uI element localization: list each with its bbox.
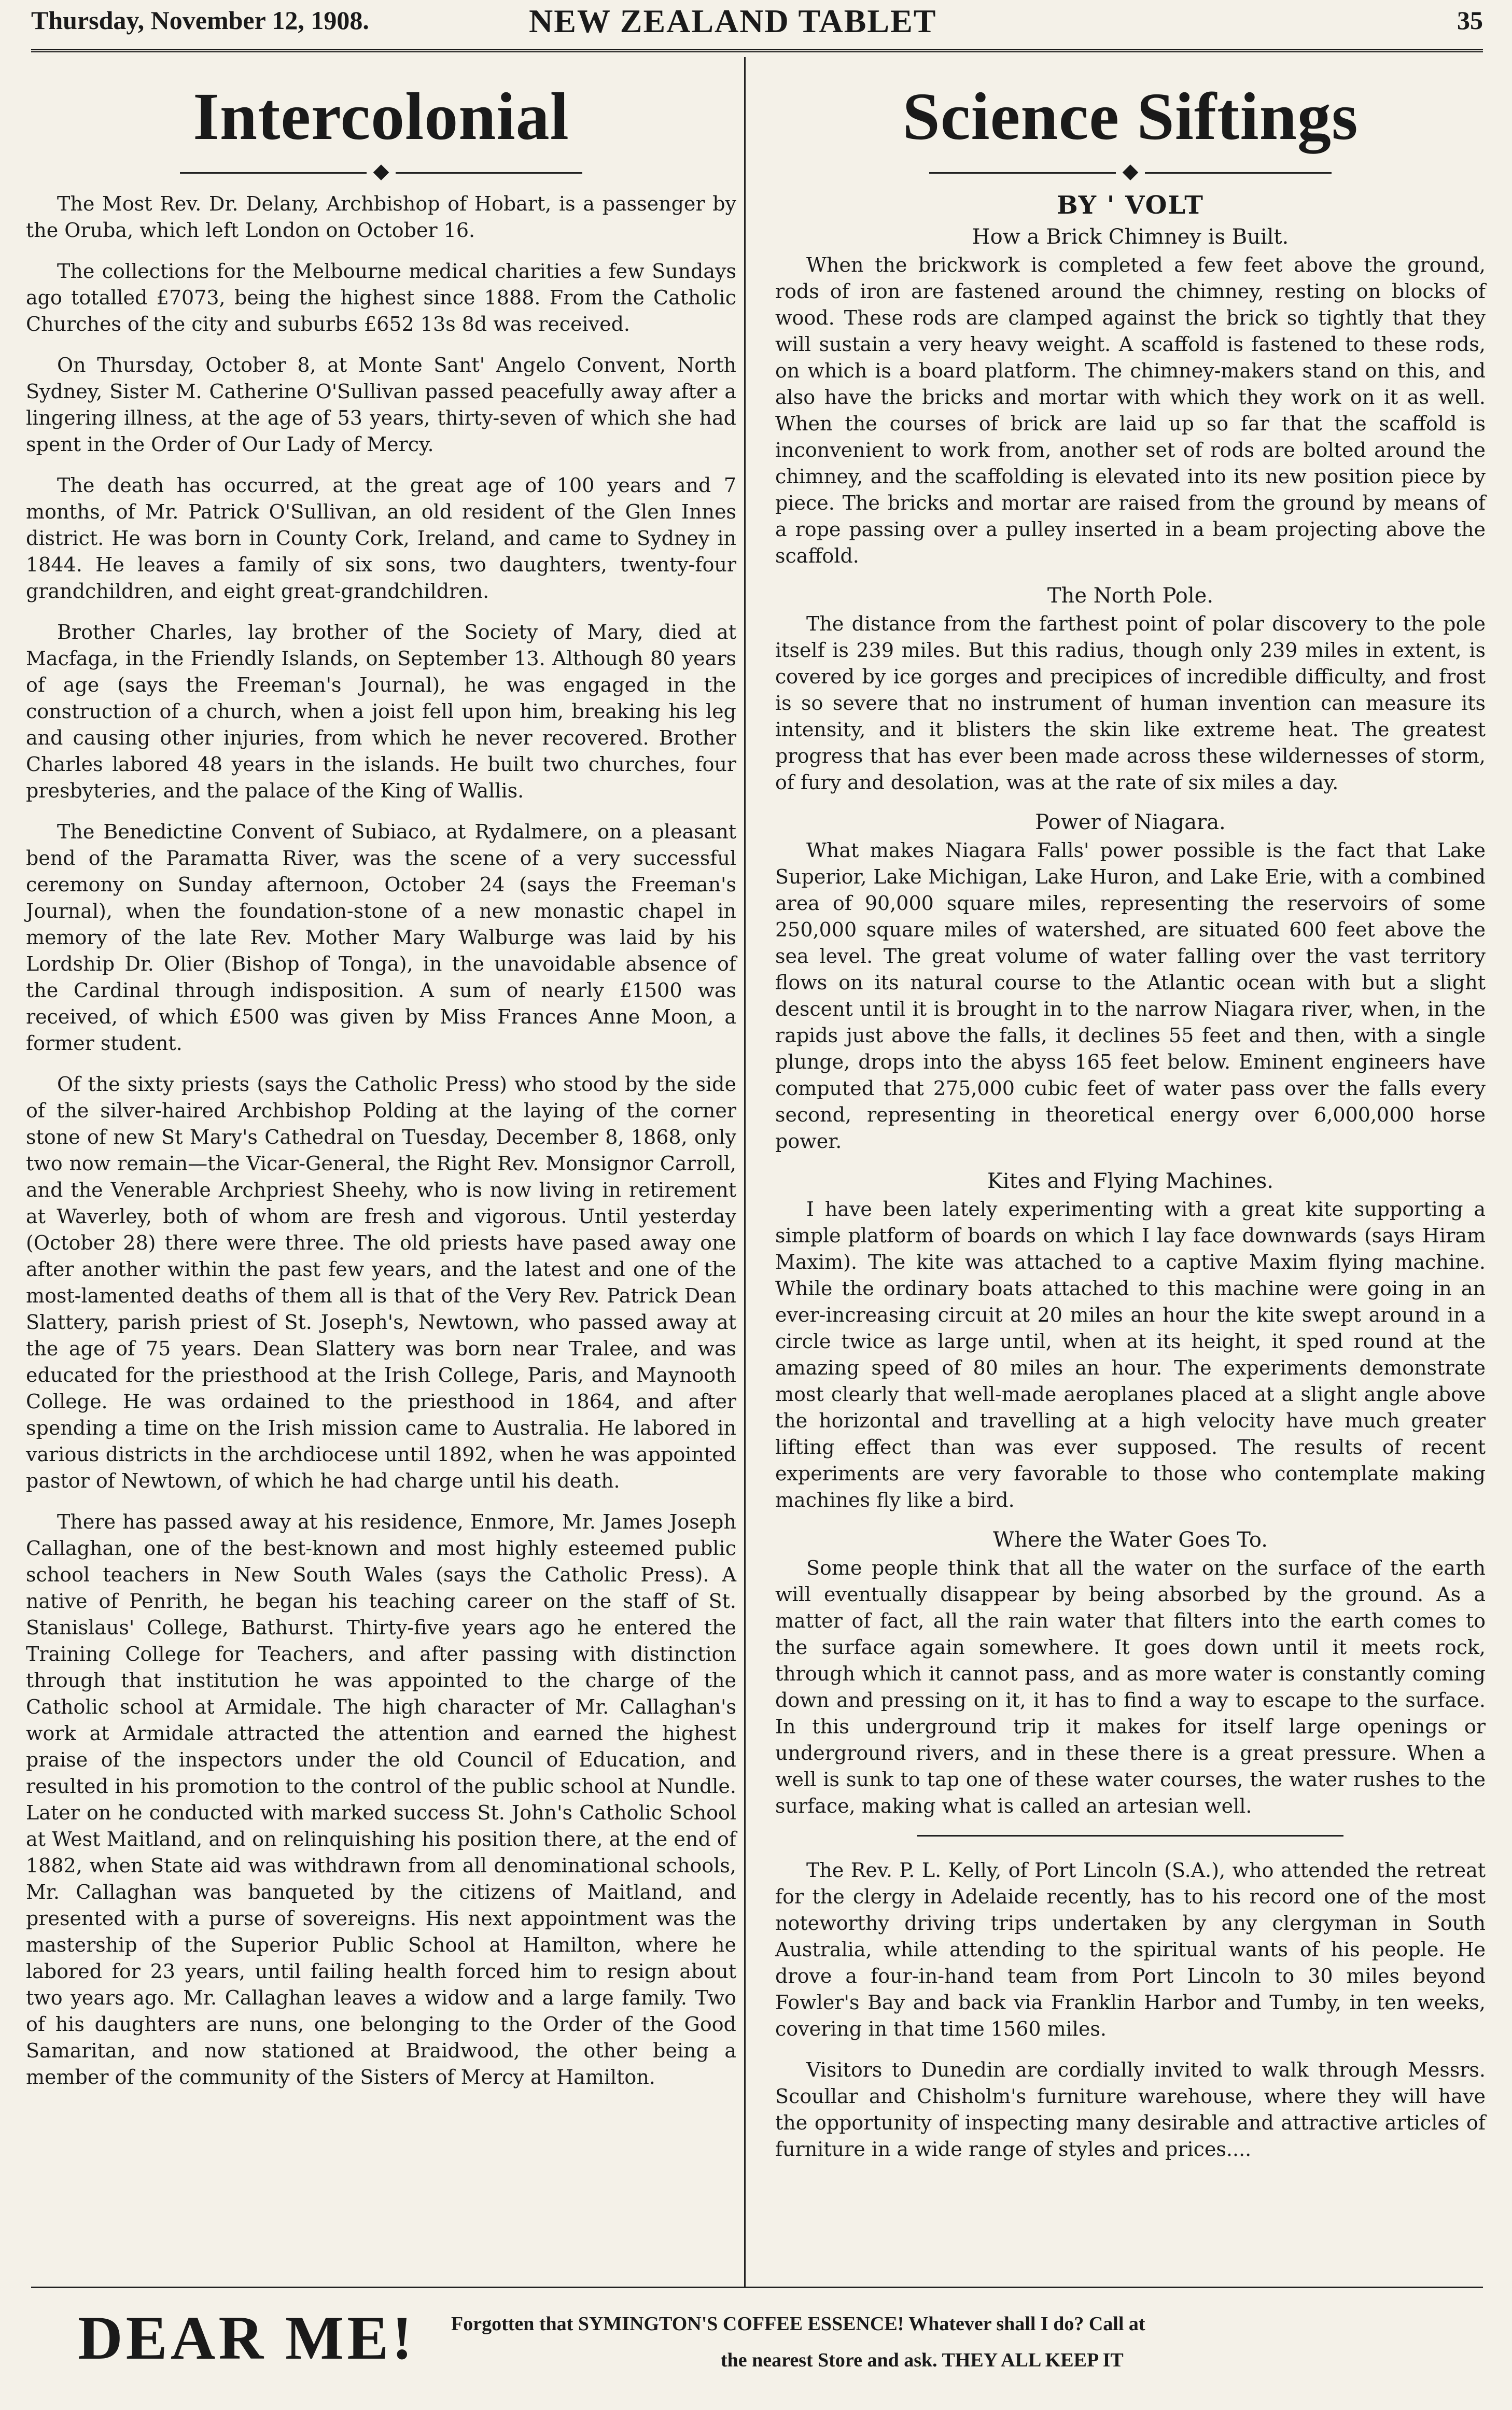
article-paragraph: I have been lately experimenting with a great kite supporting a simple platform of boards on which I lay face downwards (says Hiram Maxim). The kite was attached to a captive Maxim flying machine. While the ordinary boats attached to this machine were going in an ever-increasing circuit at 20 miles an hour the kite swept around in a circle twice as large until, when at its height, it sped round at the amazing speed of 80 miles an hour. The experiments demonstrate most clearly that well-made aeroplanes placed at a slight angle above the horizontal and travelling at a high velocity have much greater lifting effect than was ever supposed. The results of recent experiments are very favorable to those who contemplate making machines fly like a bird. — [775, 1198, 1486, 1511]
article-paragraph: Some people think that all the water on the surface of the earth will eventually disappear by being absorbed by the ground. As a matter of fact, all the rain water that filters into the earth comes to the surface again somewhere. It goes down until it meets rock, through which it cannot pass, and as more water is constantly coming down and pressing on it, it has to find a way to escape to the surface. In this underground trip it makes for itself large openings or underground rivers, and in these there is a great pressure. When a well is sunk to tap one of these water courses, the water rushes to the surface, making what is called an artesian well. — [775, 1557, 1486, 1817]
section-title-science-siftings: Science Siftings — [902, 79, 1359, 154]
section-title-intercolonial: Intercolonial — [193, 79, 569, 154]
advertisement-footer — [78, 2302, 1478, 2390]
article-paragraph: There has passed away at his residence, Enmore, Mr. James Joseph Callaghan, one of the best-known and most highly esteemed public school teachers in New South Wales (says the Catholic Press). A native of Penrith, he began his teaching career on the staff of St. Stanislaus' College, Bathurst. Thirty-five years ago he entered the Training College for Teachers, and after passing with distinction through that institution he was appointed to the charge of the Catholic school at Armidale. The high character of Mr. Callaghan's work at Armidale attracted the attention and earned the highest praise of the inspectors under the old Council of Education, and resulted in his promotion to the control of the public school at Nundle. Later on he conducted with marked success St. John's Catholic School at West Maitland, and on relinquishing his position there, at the end of 1882, when State aid was withdrawn from all denominational schools, Mr. Callaghan was banqueted by the citizens of Maitland, and presented with a purse of sovereigns. His next appointment was the mastership of the Superior Public School at Hamilton, where he labored for 23 years, until failing health forced him to resign about two years ago. Mr. Callaghan leaves a widow and a large family. Two of his daughters are nuns, one belonging to the Order of the Good Samaritan, and now stationed at Braidwood, the other being a member of the community of the Sisters of Mercy at Hamilton. — [26, 1510, 736, 2089]
masthead — [31, 0, 1483, 52]
article-paragraph: The Rev. P. L. Kelly, of Port Lincoln (S.A.), who attended the retreat for the clergy in Adelaide recently, has to his record one of the most noteworthy driving trips undertaken by any clergyman in South Australia, while attending to the spiritual wants of his people. He drove a four-in-hand team from Port Lincoln to 30 miles beyond Fowler's Bay and back via Franklin Harbor and Tumby, in ten weeks, covering in that time 1560 miles. — [775, 1859, 1486, 2040]
column-divider — [744, 57, 746, 2287]
article-paragraph: The distance from the farthest point of polar discovery to the pole itself is 239 miles. But this radius, though only 239 miles in extent, is covered by ice gorges and precipices of incredible difficulty, and frost is so severe that no instrument of human invention can measure its intensity, and it blisters the skin like extreme heat. The greatest progress that has ever been made across these wildernesses of storm, of fury and desolation, was at the rate of six miles a day. — [775, 612, 1486, 794]
article-paragraph: On Thursday, October 8, at Monte Sant' Angelo Convent, North Sydney, Sister M. Catherine O'Sullivan passed peacefully away after a lingering illness, at the age of 53 years, thirty-seven of which she had spent in the Order of Our Lady of Mercy. — [26, 354, 736, 456]
article-paragraph: What makes Niagara Falls' power possible is the fact that Lake Superior, Lake Michigan, Lake Huron, and Lake Erie, with a combined area of 90,000 square miles, representing the reservoirs of some 250,000 square miles of watershed, are situated 600 feet above the sea level. The great volume of water falling over the vast territory flows on its natural course to the Atlantic ocean with but a slight descent until it is brought in to the narrow Niagara river, when, in the rapids just above the falls, it declines 55 feet and then, with a single plunge, drops into the abyss 165 feet below. Eminent engineers have computed that 275,000 cubic feet of water pass over the falls every second, representing in theoretical energy over 6,000,000 horse power. — [775, 839, 1486, 1153]
ad-line-2: the nearest Store and ask. THEY ALL KEEP IT — [721, 2349, 1124, 2371]
article-paragraph: Of the sixty priests (says the Catholic Press) who stood by the side of the silver-haired Archbishop Polding at the laying of the corner stone of new St Mary's Cathedral on Tuesday, December 8, 1868, only two now remain—the Vicar-General, the Right Rev. Monsignor Carroll, and the Venerable Archpriest Sheehy, who is now living in retirement at Waverley, both of whom are fresh and vigorous. Until yesterday (October 28) there were three. The old priests have pased away one after another within the past few years, and the latest and one of the most-lamented deaths of them all is that of the Very Rev. Patrick Dean Slattery, parish priest of St. Joseph's, Newtown, who passed away at the age of 75 years. Dean Slattery was born near Tralee, and was educated for the priesthood at the Irish College, Paris, and Maynooth College. He was ordained to the priesthood in 1864, and after spending a time on the Irish mission came to Australia. He labored in various districts in the archdiocese until 1892, when he was appointed pastor of Newtown, of which he had charge until his death. — [26, 1073, 736, 1492]
subheading: How a Brick Chimney is Built. — [972, 225, 1289, 249]
left-column — [26, 62, 736, 2105]
article-paragraph: The death has occurred, at the great age of 100 years and 7 months, of Mr. Patrick O'Sullivan, an old resident of the Glen Innes district. He was born in County Cork, Ireland, and came to Sydney in 1844. He leaves a family of six sons, two daughters, twenty-four grandchildren, and eight great-grandchildren. — [26, 474, 736, 602]
right-column — [775, 62, 1486, 2177]
issue-date: Thursday, November 12, 1908. — [31, 6, 369, 35]
subheading: Power of Niagara. — [1035, 810, 1226, 834]
byline: BY ' VOLT — [1057, 191, 1204, 220]
subheading: The North Pole. — [1047, 584, 1214, 608]
article-paragraph: The Benedictine Convent of Subiaco, at Rydalmere, on a pleasant bend of the Paramatta River, was the scene of a very successful ceremony on Sunday afternoon, October 24 (says the Freeman's Journal), when the foundation-stone of a new monastic chapel in memory of the late Rev. Mother Mary Walburge was laid by his Lordship Dr. Olier (Bishop of Tonga), in the unavoidable absence of the Cardinal through indisposition. A sum of nearly £1500 was received, of which £500 was given by Miss Frances Anne Moon, a former student. — [26, 820, 736, 1055]
ornament-divider: ◆ — [26, 161, 736, 181]
ornament-divider: ◆ — [775, 161, 1486, 181]
paper-title: NEW ZEALAND TABLET — [529, 3, 937, 39]
footer-rule — [31, 2287, 1483, 2288]
ad-headline: DEAR ME! — [78, 2303, 416, 2372]
page-number: 35 — [1457, 6, 1483, 35]
ad-line-1: Forgotten that SYMINGTON'S COFFEE ESSENCE! Whatever shall I do? Call at — [451, 2313, 1145, 2335]
article-paragraph: Visitors to Dunedin are cordially invited to walk through Messrs. Scoullar and Chisholm's furniture warehouse, where they will have the opportunity of inspecting many desirable and attractive articles of furniture in a wide range of styles and prices.... — [775, 2058, 1486, 2161]
article-paragraph: The collections for the Melbourne medical charities a few Sundays ago totalled £7073, being the highest since 1888. From the Catholic Churches of the city and suburbs £652 13s 8d was received. — [26, 260, 736, 335]
article-paragraph: Brother Charles, lay brother of the Society of Mary, died at Macfaga, in the Friendly Islands, on September 13. Although 80 years of age (says the Freeman's Journal), he was engaged in the construction of a church, when a joist fell upon him, breaking his leg and causing other injuries, from which he never recovered. Brother Charles labored 48 years in the islands. He built two churches, four presbyteries, and the palace of the King of Wallis. — [26, 621, 736, 802]
subheading: Kites and Flying Machines. — [987, 1169, 1274, 1193]
article-paragraph: When the brickwork is completed a few feet above the ground, rods of iron are fastened around the chimney, resting on blocks of wood. These rods are clamped against the brick so tightly that they will sustain a very heavy weight. A scaffold is fastened to these rods, on which is a board platform. The chimney-makers stand on this, and also have the bricks and mortar with which they work on it as well. When the courses of brick are laid up so far that the scaffold is inconvenient to work from, another set of rods are bolted around the chimney, and the scaffolding is elevated into its new position piece by piece. The bricks and mortar are raised from the ground by means of a rope passing over a pulley inserted in a beam projecting above the scaffold. — [775, 254, 1486, 567]
subheading: Where the Water Goes To. — [993, 1528, 1268, 1552]
separator-rule — [917, 1835, 1343, 1837]
article-paragraph: The Most Rev. Dr. Delany, Archbishop of Hobart, is a passenger by the Oruba, which left London on October 16. — [26, 192, 736, 242]
